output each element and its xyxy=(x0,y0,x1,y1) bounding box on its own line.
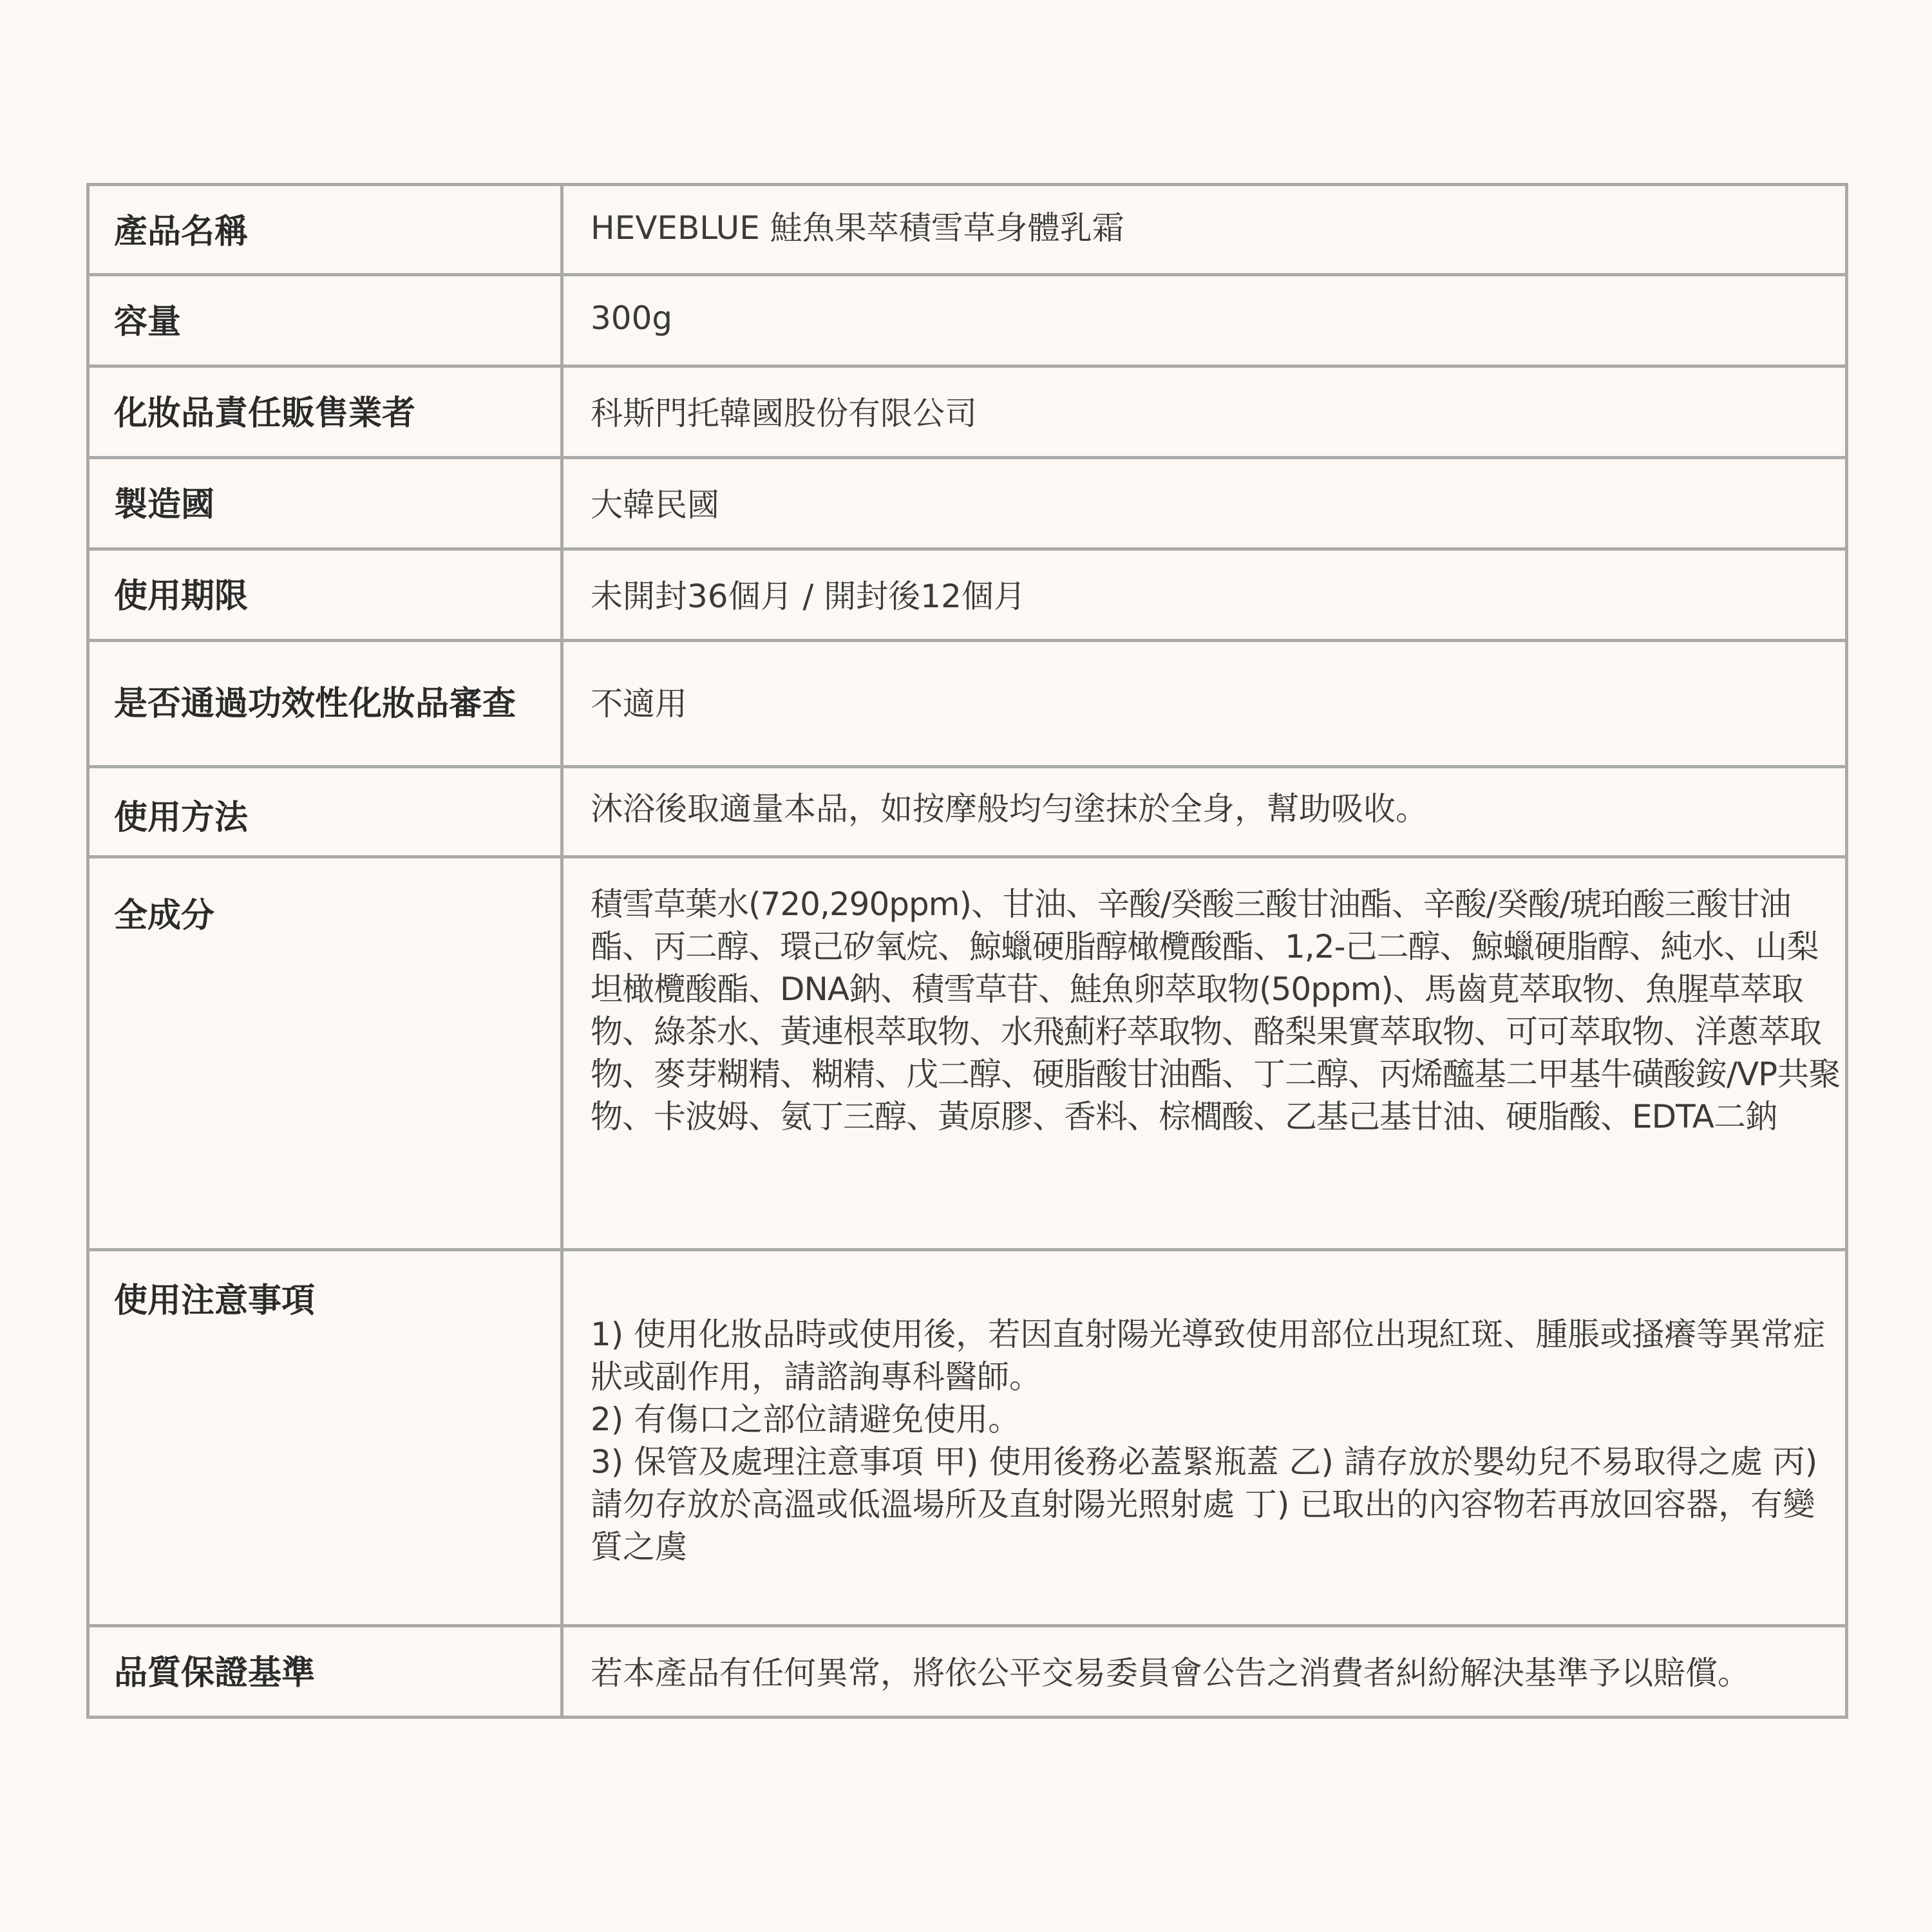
value-seller: 科斯門托韓國股份有限公司 xyxy=(562,366,1847,458)
label-usage: 使用方法 xyxy=(88,767,562,857)
value-product-name: HEVEBLUE 鮭魚果萃積雪草身體乳霜 xyxy=(562,185,1847,275)
value-ingredients: 積雪草葉水(720,290ppm)、甘油、辛酸/癸酸三酸甘油酯、辛酸/癸酸/琥珀酸三酸甘油酯、丙二醇、環己矽氧烷、鯨蠟硬脂醇橄欖酸酯、1,2-己二醇、鯨蠟硬脂醇、純水、山梨坦橄欖酸酯、DNA鈉、積雪草苷、鮭魚卵萃取物(50ppm)、馬齒莧萃取物、魚腥草萃取物、綠茶水、黃連根萃取物、水飛薊籽萃取物、酪梨果實萃取物、可可萃取物、洋蔥萃取物、麥芽糊精、糊精、戊二醇、硬脂酸甘油酯、丁二醇、丙烯醯基二甲基牛磺酸銨/VP共聚物、卡波姆、氨丁三醇、黃原膠、香料、棕櫚酸、乙基己基甘油、硬脂酸、EDTA二鈉 xyxy=(562,857,1847,1250)
table-row-shelf-life xyxy=(88,549,1847,641)
label-precautions: 使用注意事項 xyxy=(88,1250,562,1626)
label-efficacy-review: 是否通過功效性化妝品審查 xyxy=(88,641,562,767)
value-shelf-life: 未開封36個月 / 開封後12個月 xyxy=(562,549,1847,641)
precaution-item-1: 1) 使用化妝品時或使用後，若因直射陽光導致使用部位出現紅斑、腫脹或搔癢等異常症狀或副作用，請諮詢專科醫師。 xyxy=(591,1316,1826,1396)
label-ingredients: 全成分 xyxy=(88,857,562,1250)
precaution-item-3: 3) 保管及處理注意事項 甲) 使用後務必蓋緊瓶蓋 乙) 請存放於嬰幼兒不易取得之處 丙) 請勿存放於高溫或低溫場所及直射陽光照射處 丁) 已取出的內容物若再放回容器，有變質之虞 xyxy=(591,1443,1818,1566)
precaution-item-2: 2) 有傷口之部位請避免使用。 xyxy=(591,1401,1021,1438)
value-usage: 沐浴後取適量本品，如按摩般均勻塗抹於全身，幫助吸收。 xyxy=(562,767,1847,857)
value-efficacy-review: 不適用 xyxy=(562,641,1847,767)
label-quality-guarantee: 品質保證基準 xyxy=(88,1626,562,1718)
table-row-usage xyxy=(88,767,1847,857)
table-row-quality-guarantee xyxy=(88,1626,1847,1718)
table-row-precautions xyxy=(88,1250,1847,1626)
label-product-name: 產品名稱 xyxy=(88,185,562,275)
table-row-origin xyxy=(88,458,1847,549)
table-row-capacity xyxy=(88,275,1847,366)
label-seller: 化妝品責任販售業者 xyxy=(88,366,562,458)
table-row-product-name xyxy=(88,185,1847,275)
label-origin: 製造國 xyxy=(88,458,562,549)
product-info-table xyxy=(86,183,1848,1719)
value-precautions xyxy=(562,1250,1847,1626)
label-shelf-life: 使用期限 xyxy=(88,549,562,641)
table-row-efficacy-review xyxy=(88,641,1847,767)
table-row-ingredients xyxy=(88,857,1847,1250)
value-origin: 大韓民國 xyxy=(562,458,1847,549)
value-capacity: 300g xyxy=(562,275,1847,366)
value-quality-guarantee: 若本產品有任何異常，將依公平交易委員會公告之消費者糾紛解決基準予以賠償。 xyxy=(562,1626,1847,1718)
label-capacity: 容量 xyxy=(88,275,562,366)
table-row-seller xyxy=(88,366,1847,458)
